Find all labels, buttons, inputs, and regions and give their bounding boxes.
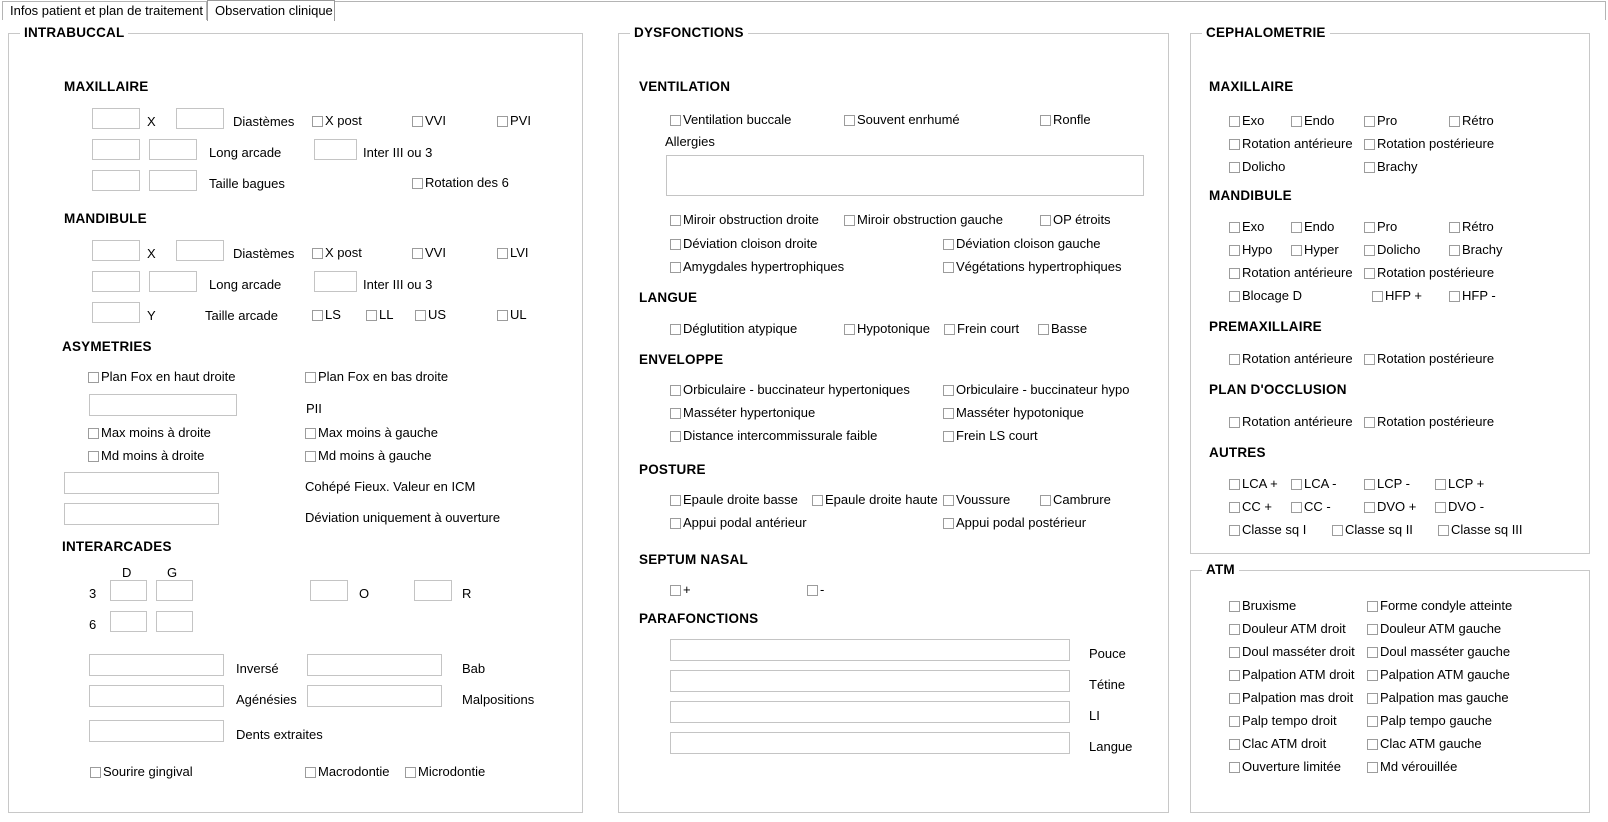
ceph-mand-check-rotation-anterieure[interactable]: Rotation antérieure: [1229, 266, 1353, 280]
panel-cephalometrie: [1190, 25, 1590, 554]
checkbox-icon[interactable]: [1291, 502, 1302, 513]
checkbox-icon[interactable]: [1229, 162, 1240, 173]
panel-atm-legend: ATM: [1202, 562, 1239, 577]
asymetries-cohepe-label: Cohépé Fieux. Valeur en ICM: [305, 479, 476, 494]
asymetries-check-max-moins-droite[interactable]: Max moins à droite: [88, 426, 211, 440]
checkbox-icon[interactable]: [1367, 716, 1378, 727]
maxillaire-inter3-box[interactable]: [314, 139, 357, 160]
maxillaire-diastemes-box2[interactable]: [176, 108, 224, 129]
checkbox-icon[interactable]: [670, 262, 681, 273]
checkbox-icon[interactable]: [88, 372, 99, 383]
tab-strip: [0, 0, 1608, 21]
checkbox-icon[interactable]: [670, 408, 681, 419]
atm-check-palpation-mas-droit[interactable]: Palpation mas droit: [1229, 691, 1353, 705]
checkbox-icon[interactable]: [1040, 215, 1051, 226]
autres-check-dvo-minus[interactable]: DVO -: [1435, 500, 1484, 514]
ceph-mand-check-retro[interactable]: Rétro: [1449, 220, 1494, 234]
heading-plan-occlusion: PLAN D'OCCLUSION: [1209, 382, 1347, 397]
checkbox-icon[interactable]: [1291, 222, 1302, 233]
maxillaire-taillebagues-label: Taille bagues: [209, 176, 285, 191]
checkbox-icon[interactable]: [1364, 479, 1375, 490]
ventilation-allergies-label: Allergies: [665, 134, 715, 149]
parafonctions-tetine-label: Tétine: [1089, 677, 1126, 692]
checkbox-icon[interactable]: [312, 248, 323, 259]
ceph-max-check-rotation-anterieure[interactable]: Rotation antérieure: [1229, 137, 1353, 151]
heading-interarcades: INTERARCADES: [62, 539, 172, 554]
langue-check-hypotonique[interactable]: Hypotonique: [844, 322, 930, 336]
checkbox-icon[interactable]: [1367, 693, 1378, 704]
interarcades-dents-extraites-field[interactable]: [89, 720, 224, 742]
maxillaire-longarcade-box2[interactable]: [149, 139, 197, 160]
checkbox-icon[interactable]: [943, 495, 954, 506]
checkbox-icon[interactable]: [1449, 291, 1460, 302]
checkbox-icon[interactable]: [1364, 354, 1375, 365]
interarcades-row-6-label: 6: [89, 617, 97, 632]
ventilation-check-deviation-cloison-droite[interactable]: Déviation cloison droite: [670, 237, 817, 251]
checkbox-icon[interactable]: [1372, 291, 1383, 302]
mandibule-check-ul[interactable]: UL: [497, 308, 527, 322]
checkbox-icon[interactable]: [1229, 647, 1240, 658]
checkbox-icon[interactable]: [1229, 417, 1240, 428]
panel-atm: [1190, 562, 1590, 813]
asymetries-pii-label: PII: [306, 401, 322, 416]
tab-observation-clinique[interactable]: Observation clinique: [207, 0, 335, 21]
heading-ventilation: VENTILATION: [639, 79, 731, 94]
checkbox-icon[interactable]: [312, 116, 323, 127]
heading-mandibule: MANDIBULE: [64, 211, 147, 226]
mandibule-taillearcade-box1[interactable]: [92, 302, 140, 323]
ventilation-check-souvent-enrhume[interactable]: Souvent enrhumé: [844, 113, 960, 127]
autres-check-lca-plus[interactable]: LCA +: [1229, 477, 1278, 491]
maxillaire-longarcade-box1[interactable]: [92, 139, 140, 160]
autres-check-classe-sq-i[interactable]: Classe sq I: [1229, 523, 1306, 537]
ceph-mand-check-endo[interactable]: Endo: [1291, 220, 1334, 234]
tab-infos-patient[interactable]: Infos patient et plan de traitement: [2, 1, 207, 20]
ceph-max-check-pro[interactable]: Pro: [1364, 114, 1397, 128]
asymetries-check-planfox-bas-droite[interactable]: Plan Fox en bas droite: [305, 370, 448, 384]
checkbox-icon[interactable]: [90, 767, 101, 778]
langue-check-deglutition-atypique[interactable]: Déglutition atypique: [670, 322, 797, 336]
atm-check-palpation-mas-gauche[interactable]: Palpation mas gauche: [1367, 691, 1509, 705]
checkbox-icon[interactable]: [844, 115, 855, 126]
asymetries-pii-field[interactable]: [89, 394, 237, 416]
atm-check-palpation-atm-gauche[interactable]: Palpation ATM gauche: [1367, 668, 1510, 682]
mandibule-check-vvi[interactable]: VVI: [412, 246, 446, 260]
interarcades-inverse-field[interactable]: [89, 654, 224, 676]
posture-check-appui-podal-anterieur[interactable]: Appui podal antérieur: [670, 516, 807, 530]
interarcades-o-box[interactable]: [310, 580, 348, 601]
interarcades-row-3-label: 3: [89, 586, 97, 601]
checkbox-icon[interactable]: [412, 116, 423, 127]
ceph-mand-check-dolicho[interactable]: Dolicho: [1364, 243, 1420, 257]
parafonctions-pouce-label: Pouce: [1089, 646, 1126, 661]
atm-check-clac-atm-droit[interactable]: Clac ATM droit: [1229, 737, 1326, 751]
checkbox-icon[interactable]: [1229, 268, 1240, 279]
checkbox-icon[interactable]: [1229, 479, 1240, 490]
checkbox-icon[interactable]: [1438, 525, 1449, 536]
langue-check-frein-court[interactable]: Frein court: [944, 322, 1019, 336]
checkbox-icon[interactable]: [1229, 525, 1240, 536]
interarcades-3-g-box[interactable]: [156, 580, 193, 601]
asymetries-check-max-moins-gauche[interactable]: Max moins à gauche: [305, 426, 438, 440]
heading-posture: POSTURE: [639, 462, 706, 477]
heading-ceph-mandibule: MANDIBULE: [1209, 188, 1292, 203]
ceph-mand-check-hyper[interactable]: Hyper: [1291, 243, 1339, 257]
atm-check-doul-masseter-gauche[interactable]: Doul masséter gauche: [1367, 645, 1510, 659]
checkbox-icon[interactable]: [1229, 716, 1240, 727]
checkbox-icon[interactable]: [1449, 245, 1460, 256]
heading-premaxillaire: PREMAXILLAIRE: [1209, 319, 1322, 334]
asymetries-deviation-field[interactable]: [64, 503, 219, 525]
checkbox-icon[interactable]: [670, 324, 681, 335]
enveloppe-check-distance-intercommissurale[interactable]: Distance intercommissurale faible: [670, 429, 877, 443]
parafonctions-li-label: LI: [1089, 708, 1100, 723]
autres-check-classe-sq-iii[interactable]: Classe sq III: [1438, 523, 1523, 537]
checkbox-icon[interactable]: [1229, 116, 1240, 127]
ceph-mand-check-pro[interactable]: Pro: [1364, 220, 1397, 234]
enveloppe-check-orbiculaire-hypertoniques[interactable]: Orbiculaire - buccinateur hypertoniques: [670, 383, 910, 397]
checkbox-icon[interactable]: [1229, 739, 1240, 750]
ventilation-check-vegetations-hypertrophiques[interactable]: Végétations hypertrophiques: [943, 260, 1122, 274]
interarcades-malpositions-field[interactable]: [307, 685, 442, 707]
langue-check-basse[interactable]: Basse: [1038, 322, 1087, 336]
checkbox-icon[interactable]: [844, 324, 855, 335]
atm-check-forme-condyle-atteinte[interactable]: Forme condyle atteinte: [1367, 599, 1512, 613]
checkbox-icon[interactable]: [1040, 115, 1051, 126]
interarcades-check-macrodontie[interactable]: Macrodontie: [305, 765, 390, 779]
ceph-mand-check-blocage-d[interactable]: Blocage D: [1229, 289, 1302, 303]
parafonctions-tetine-field[interactable]: [670, 670, 1070, 692]
ceph-mand-check-brachy[interactable]: Brachy: [1449, 243, 1502, 257]
ceph-max-check-exo[interactable]: Exo: [1229, 114, 1264, 128]
checkbox-icon[interactable]: [305, 372, 316, 383]
maxillaire-x-label: X: [147, 114, 156, 129]
enveloppe-check-masseter-hypertonique[interactable]: Masséter hypertonique: [670, 406, 815, 420]
checkbox-icon[interactable]: [943, 385, 954, 396]
checkbox-icon[interactable]: [412, 248, 423, 259]
ventilation-check-miroir-obstruction-gauche[interactable]: Miroir obstruction gauche: [844, 213, 1003, 227]
autres-check-dvo-plus[interactable]: DVO +: [1364, 500, 1416, 514]
autres-check-cc-minus[interactable]: CC -: [1291, 500, 1331, 514]
parafonctions-pouce-field[interactable]: [670, 639, 1070, 661]
interarcades-inverse-label: Inversé: [236, 661, 279, 676]
plan-occlusion-check-rotation-posterieure[interactable]: Rotation postérieure: [1364, 415, 1494, 429]
atm-check-palp-tempo-gauche[interactable]: Palp tempo gauche: [1367, 714, 1492, 728]
checkbox-icon[interactable]: [1229, 354, 1240, 365]
checkbox-icon[interactable]: [1229, 624, 1240, 635]
ventilation-check-ronfle[interactable]: Ronfle: [1040, 113, 1091, 127]
heading-asymetries: ASYMETRIES: [62, 339, 152, 354]
premax-check-rotation-posterieure[interactable]: Rotation postérieure: [1364, 352, 1494, 366]
checkbox-icon[interactable]: [305, 428, 316, 439]
checkbox-icon[interactable]: [1364, 245, 1375, 256]
checkbox-icon[interactable]: [1449, 116, 1460, 127]
checkbox-icon[interactable]: [1435, 479, 1446, 490]
checkbox-icon[interactable]: [1040, 495, 1051, 506]
checkbox-icon[interactable]: [670, 495, 681, 506]
ceph-max-check-rotation-posterieure[interactable]: Rotation postérieure: [1364, 137, 1494, 151]
tab-strip-filler: [335, 1, 1606, 20]
checkbox-icon[interactable]: [1229, 222, 1240, 233]
checkbox-icon[interactable]: [1229, 762, 1240, 773]
atm-check-douleur-atm-droit[interactable]: Douleur ATM droit: [1229, 622, 1346, 636]
interarcades-col-g: G: [167, 565, 178, 580]
maxillaire-longarcade-label: Long arcade: [209, 145, 282, 160]
ventilation-check-op-etroits[interactable]: OP étroits: [1040, 213, 1111, 227]
atm-check-ouverture-limitee[interactable]: Ouverture limitée: [1229, 760, 1341, 774]
interarcades-agenesies-label: Agénésies: [236, 692, 297, 707]
ventilation-check-amygdales-hypertrophiques[interactable]: Amygdales hypertrophiques: [670, 260, 844, 274]
atm-check-palpation-atm-droit[interactable]: Palpation ATM droit: [1229, 668, 1354, 682]
ventilation-check-deviation-cloison-gauche[interactable]: Déviation cloison gauche: [943, 237, 1101, 251]
checkbox-icon[interactable]: [943, 518, 954, 529]
heading-ceph-maxillaire: MAXILLAIRE: [1209, 79, 1294, 94]
maxillaire-check-pvi[interactable]: PVI: [497, 114, 531, 128]
maxillaire-check-xpost[interactable]: X post: [312, 114, 362, 128]
mandibule-diastemes-box1[interactable]: [92, 240, 140, 261]
interarcades-check-microdontie[interactable]: Microdontie: [405, 765, 485, 779]
checkbox-icon[interactable]: [1291, 116, 1302, 127]
checkbox-icon[interactable]: [88, 451, 99, 462]
checkbox-icon[interactable]: [670, 385, 681, 396]
checkbox-icon[interactable]: [844, 215, 855, 226]
heading-autres: AUTRES: [1209, 445, 1266, 460]
checkbox-icon[interactable]: [1449, 222, 1460, 233]
checkbox-icon[interactable]: [812, 495, 823, 506]
septum-check-plus[interactable]: +: [670, 583, 691, 597]
posture-check-cambrure[interactable]: Cambrure: [1040, 493, 1111, 507]
checkbox-icon[interactable]: [670, 215, 681, 226]
checkbox-icon[interactable]: [1435, 502, 1446, 513]
checkbox-icon[interactable]: [670, 431, 681, 442]
interarcades-col-d: D: [122, 565, 132, 580]
checkbox-icon[interactable]: [670, 585, 681, 596]
atm-check-palp-tempo-droit[interactable]: Palp tempo droit: [1229, 714, 1337, 728]
mandibule-inter3-label: Inter III ou 3: [363, 277, 433, 292]
panel-cephalometrie-legend: CEPHALOMETRIE: [1202, 25, 1330, 40]
interarcades-3-d-box[interactable]: [110, 580, 147, 601]
asymetries-check-planfox-haut-droite[interactable]: Plan Fox en haut droite: [88, 370, 235, 384]
mandibule-diastemes-box2[interactable]: [176, 240, 224, 261]
mandibule-check-ll[interactable]: LL: [366, 308, 393, 322]
mandibule-y-label: Y: [147, 308, 156, 323]
autres-check-lcp-minus[interactable]: LCP -: [1364, 477, 1410, 491]
atm-check-bruxisme[interactable]: Bruxisme: [1229, 599, 1296, 613]
posture-check-epaule-droite-basse[interactable]: Epaule droite basse: [670, 493, 798, 507]
checkbox-icon[interactable]: [1364, 222, 1375, 233]
checkbox-icon[interactable]: [807, 585, 818, 596]
interarcades-6-g-box[interactable]: [156, 611, 193, 632]
ceph-max-check-retro[interactable]: Rétro: [1449, 114, 1494, 128]
checkbox-icon[interactable]: [1229, 502, 1240, 513]
ceph-mand-check-exo[interactable]: Exo: [1229, 220, 1264, 234]
atm-check-doul-masseter-droit[interactable]: Doul masséter droit: [1229, 645, 1355, 659]
checkbox-icon[interactable]: [1229, 291, 1240, 302]
checkbox-icon[interactable]: [1367, 670, 1378, 681]
interarcades-bab-field[interactable]: [307, 654, 442, 676]
heading-langue: LANGUE: [639, 290, 698, 305]
asymetries-check-md-moins-droite[interactable]: Md moins à droite: [88, 449, 204, 463]
checkbox-icon[interactable]: [1291, 245, 1302, 256]
checkbox-icon[interactable]: [88, 428, 99, 439]
mandibule-longarcade-box2[interactable]: [149, 271, 197, 292]
panel-intrabuccal: [8, 25, 583, 813]
parafonctions-langue-label: Langue: [1089, 739, 1133, 754]
checkbox-icon[interactable]: [1364, 502, 1375, 513]
mandibule-check-ls[interactable]: LS: [312, 308, 341, 322]
enveloppe-check-orbiculaire-hypo[interactable]: Orbiculaire - buccinateur hypo: [943, 383, 1129, 397]
parafonctions-langue-field[interactable]: [670, 732, 1070, 754]
mandibule-x-label: X: [147, 246, 156, 261]
interarcades-r-label: R: [462, 586, 472, 601]
ceph-max-check-dolicho[interactable]: Dolicho: [1229, 160, 1285, 174]
panel-intrabuccal-legend: INTRABUCCAL: [20, 25, 128, 40]
checkbox-icon[interactable]: [1229, 601, 1240, 612]
checkbox-icon[interactable]: [1364, 268, 1375, 279]
autres-check-lca-minus[interactable]: LCA -: [1291, 477, 1337, 491]
asymetries-check-md-moins-gauche[interactable]: Md moins à gauche: [305, 449, 431, 463]
checkbox-icon[interactable]: [1291, 479, 1302, 490]
checkbox-icon[interactable]: [497, 310, 508, 321]
checkbox-icon[interactable]: [305, 451, 316, 462]
ceph-max-check-brachy[interactable]: Brachy: [1364, 160, 1417, 174]
posture-check-appui-podal-posterieur[interactable]: Appui podal postérieur: [943, 516, 1086, 530]
checkbox-icon[interactable]: [1367, 739, 1378, 750]
mandibule-inter3-box[interactable]: [314, 271, 357, 292]
maxillaire-check-rotation6[interactable]: Rotation des 6: [412, 176, 509, 190]
maxillaire-diastemes-box1[interactable]: [92, 108, 140, 129]
checkbox-icon[interactable]: [497, 248, 508, 259]
heading-enveloppe: ENVELOPPE: [639, 352, 724, 367]
enveloppe-check-frein-ls-court[interactable]: Frein LS court: [943, 429, 1038, 443]
maxillaire-inter3-label: Inter III ou 3: [363, 145, 433, 160]
checkbox-icon[interactable]: [1229, 245, 1240, 256]
checkbox-icon[interactable]: [412, 178, 423, 189]
checkbox-icon[interactable]: [944, 324, 955, 335]
asymetries-cohepe-field[interactable]: [64, 472, 219, 494]
checkbox-icon[interactable]: [670, 518, 681, 529]
mandibule-check-us[interactable]: US: [415, 308, 446, 322]
interarcades-bab-label: Bab: [462, 661, 486, 676]
checkbox-icon[interactable]: [1367, 624, 1378, 635]
interarcades-agenesies-field[interactable]: [89, 685, 224, 707]
heading-maxillaire: MAXILLAIRE: [64, 79, 149, 94]
checkbox-icon[interactable]: [1364, 417, 1375, 428]
interarcades-r-box[interactable]: [414, 580, 452, 601]
parafonctions-li-field[interactable]: [670, 701, 1070, 723]
checkbox-icon[interactable]: [1364, 139, 1375, 150]
checkbox-icon[interactable]: [312, 310, 323, 321]
checkbox-icon[interactable]: [943, 262, 954, 273]
panel-dysfonctions: [618, 25, 1169, 813]
panel-dysfonctions-legend: DYSFONCTIONS: [630, 25, 748, 40]
interarcades-dents-extraites-label: Dents extraites: [236, 727, 323, 742]
atm-check-clac-atm-gauche[interactable]: Clac ATM gauche: [1367, 737, 1482, 751]
ceph-mand-check-hfp-minus[interactable]: HFP -: [1449, 289, 1496, 303]
checkbox-icon[interactable]: [1229, 139, 1240, 150]
mandibule-taillearcade-label: Taille arcade: [205, 308, 278, 323]
checkbox-icon[interactable]: [1367, 762, 1378, 773]
checkbox-icon[interactable]: [1367, 647, 1378, 658]
interarcades-malpositions-label: Malpositions: [462, 692, 535, 707]
mandibule-diastemes-label: Diastèmes: [233, 246, 295, 261]
ceph-mand-check-hypo[interactable]: Hypo: [1229, 243, 1272, 257]
mandibule-check-lvi[interactable]: LVI: [497, 246, 529, 260]
checkbox-icon[interactable]: [405, 767, 416, 778]
ceph-max-check-endo[interactable]: Endo: [1291, 114, 1334, 128]
mandibule-longarcade-box1[interactable]: [92, 271, 140, 292]
checkbox-icon[interactable]: [1364, 162, 1375, 173]
heading-septum-nasal: SEPTUM NASAL: [639, 552, 748, 567]
maxillaire-check-vvi[interactable]: VVI: [412, 114, 446, 128]
checkbox-icon[interactable]: [1038, 324, 1049, 335]
checkbox-icon[interactable]: [497, 116, 508, 127]
checkbox-icon[interactable]: [1229, 693, 1240, 704]
checkbox-icon[interactable]: [1364, 116, 1375, 127]
checkbox-icon[interactable]: [1229, 670, 1240, 681]
maxillaire-diastemes-label: Diastèmes: [233, 114, 295, 129]
checkbox-icon[interactable]: [943, 239, 954, 250]
maxillaire-taillebagues-box1[interactable]: [92, 170, 140, 191]
checkbox-icon[interactable]: [670, 239, 681, 250]
checkbox-icon[interactable]: [943, 408, 954, 419]
mandibule-longarcade-label: Long arcade: [209, 277, 282, 292]
asymetries-deviation-label: Déviation uniquement à ouverture: [305, 510, 501, 525]
mandibule-check-xpost[interactable]: X post: [312, 246, 362, 260]
enveloppe-check-masseter-hypotonique[interactable]: Masséter hypotonique: [943, 406, 1084, 420]
autres-check-lcp-plus[interactable]: LCP +: [1435, 477, 1484, 491]
premax-check-rotation-anterieure[interactable]: Rotation antérieure: [1229, 352, 1353, 366]
ventilation-check-miroir-obstruction-droite[interactable]: Miroir obstruction droite: [670, 213, 819, 227]
plan-occlusion-check-rotation-anterieure[interactable]: Rotation antérieure: [1229, 415, 1353, 429]
checkbox-icon[interactable]: [415, 310, 426, 321]
checkbox-icon[interactable]: [1332, 525, 1343, 536]
ceph-mand-check-hfp-plus[interactable]: HFP +: [1372, 289, 1422, 303]
septum-check-minus[interactable]: -: [807, 583, 824, 597]
heading-parafonctions: PARAFONCTIONS: [639, 611, 759, 626]
ventilation-allergies-field[interactable]: [666, 155, 1144, 196]
checkbox-icon[interactable]: [670, 115, 681, 126]
autres-check-cc-plus[interactable]: CC +: [1229, 500, 1272, 514]
interarcades-check-sourire-gingival[interactable]: Sourire gingival: [90, 765, 193, 779]
ceph-mand-check-rotation-posterieure[interactable]: Rotation postérieure: [1364, 266, 1494, 280]
checkbox-icon[interactable]: [1367, 601, 1378, 612]
atm-check-md-verouillee[interactable]: Md vérouillée: [1367, 760, 1457, 774]
maxillaire-taillebagues-box2[interactable]: [149, 170, 197, 191]
checkbox-icon[interactable]: [943, 431, 954, 442]
posture-check-voussure[interactable]: Voussure: [943, 493, 1010, 507]
checkbox-icon[interactable]: [305, 767, 316, 778]
interarcades-6-d-box[interactable]: [110, 611, 147, 632]
posture-check-epaule-droite-haute[interactable]: Epaule droite haute: [812, 493, 938, 507]
checkbox-icon[interactable]: [366, 310, 377, 321]
atm-check-douleur-atm-gauche[interactable]: Douleur ATM gauche: [1367, 622, 1501, 636]
ventilation-check-ventilation-buccale[interactable]: Ventilation buccale: [670, 113, 791, 127]
interarcades-o-label: O: [359, 586, 370, 601]
autres-check-classe-sq-ii[interactable]: Classe sq II: [1332, 523, 1413, 537]
